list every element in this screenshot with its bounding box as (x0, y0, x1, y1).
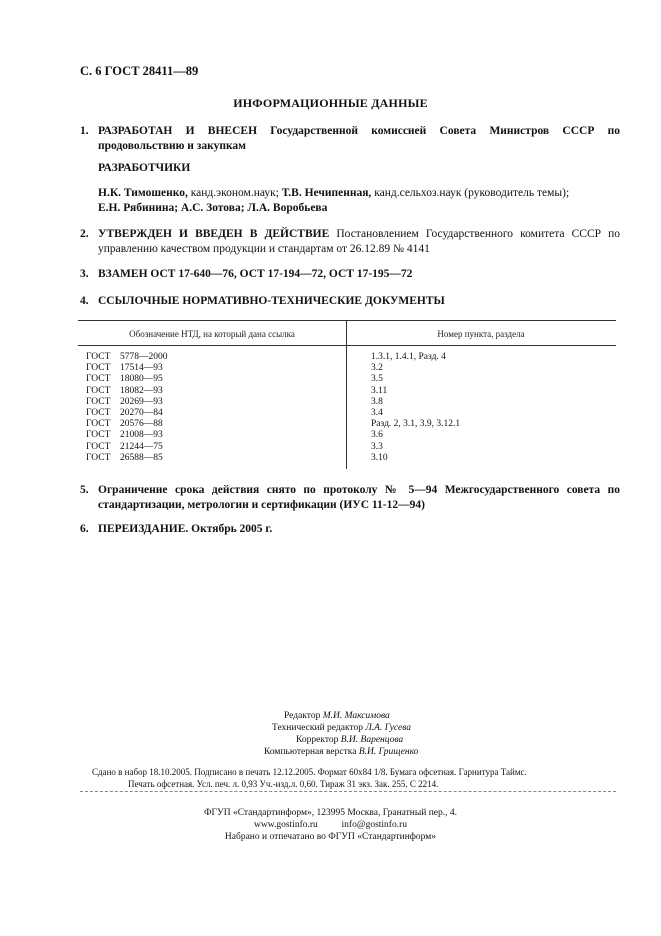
table-row-clause: 3.8 (371, 396, 383, 407)
section-6-number: 6. (80, 523, 89, 535)
section-5-number: 5. (80, 484, 89, 496)
table-header-divider (78, 345, 616, 346)
developers-list (98, 186, 620, 216)
section-2-number: 2. (80, 228, 89, 240)
print-details-line-1: Сдано в набор 18.10.2005. Подписано в печать 12.12.2005. Формат 60x84 1/8. Бумага офсетная. Гарнитура Таймс. (92, 767, 527, 777)
table-row-document (86, 363, 168, 374)
section-3 (80, 267, 620, 282)
section-3-number: 3. (80, 268, 89, 280)
table-row-clause: Разд. 2, 3.1, 3.9, 3.12.1 (371, 419, 461, 430)
colophon-corrector (296, 735, 403, 745)
gost-label: ГОСТ (86, 407, 111, 418)
gost-label: ГОСТ (86, 363, 111, 374)
gost-label: ГОСТ (86, 441, 111, 452)
publisher-printed: Набрано и отпечатано во ФГУП «Стандартинформ» (224, 832, 437, 842)
section-1-text: РАЗРАБОТАН И ВНЕСЕН Государственной комиссией Совета Министров СССР по продовольствию и закупкам (98, 125, 620, 152)
tech-editor-name: Л.А. Гусева (365, 723, 412, 733)
gost-label: ГОСТ (86, 452, 111, 463)
gost-label: ГОСТ (86, 374, 111, 385)
section-4-number: 4. (80, 295, 89, 307)
developers-others: Е.Н. Рябинина; А.С. Зотова; Л.А. Воробьева (98, 202, 328, 214)
table-row-document (86, 397, 168, 408)
gost-label: ГОСТ (86, 385, 111, 396)
section-6 (80, 522, 620, 537)
section-1 (80, 124, 620, 154)
page-header: С. 6 ГОСТ 28411—89 (80, 64, 199, 78)
gost-label: ГОСТ (86, 396, 111, 407)
gost-number: 5778—2000 (120, 352, 168, 362)
gost-number: 20576—88 (120, 419, 163, 430)
section-5 (80, 483, 620, 513)
table-header-document: Обозначение НТД, на который дана ссылка (129, 329, 295, 339)
developer-2-name: Т.В. Нечипенная, (281, 187, 372, 199)
separator-line (80, 791, 616, 792)
section-5-text: Ограничение срока действия снято по протоколу № 5—94 Межгосударственного совета по стандартизации, метрологии и сертификации (ИУС 11-12—94) (98, 484, 620, 511)
developers-heading: РАЗРАБОТЧИКИ (98, 162, 191, 174)
corrector-name: В.И. Варенцова (340, 735, 404, 745)
print-details-line-2: Печать офсетная. Усл. печ. л. 0,93 Уч.-изд.л. 0,60. Тираж 31 экз. Зак. 255. С 2214. (128, 779, 439, 789)
document-title: ИНФОРМАЦИОННЫЕ ДАННЫЕ (233, 96, 428, 110)
table-clauses-column (371, 352, 460, 464)
table-row-document (86, 419, 168, 430)
tech-editor-label: Технический редактор (272, 723, 366, 733)
table-row-document (86, 453, 168, 464)
table-row-clause: 3.10 (371, 452, 388, 463)
section-4-text: ССЫЛОЧНЫЕ НОРМАТИВНО-ТЕХНИЧЕСКИЕ ДОКУМЕНТЫ (98, 295, 445, 307)
section-4 (80, 294, 620, 309)
table-row-clause: 3.2 (371, 363, 383, 374)
table-row-document (86, 374, 168, 385)
table-row-clause: 1.3.1, 1.4.1, Разд. 4 (371, 352, 446, 362)
table-row-clause: 3.3 (371, 441, 383, 452)
corrector-label: Корректор (296, 735, 341, 745)
publisher-web: www.gostinfo.ru info@gostinfo.ru (254, 820, 407, 830)
section-2 (80, 227, 620, 257)
references-table (78, 320, 616, 469)
section-1-number: 1. (80, 125, 89, 137)
colophon-layout (264, 747, 418, 757)
gost-number: 26588—85 (120, 452, 163, 463)
developer-1-name: Н.К. Тимошенко, (98, 187, 188, 199)
publisher-address: ФГУП «Стандартинформ», 123995 Москва, Гранатный пер., 4. (203, 808, 458, 818)
table-row-clause: 3.6 (371, 430, 383, 441)
table-row-document (86, 352, 168, 363)
table-row-document (86, 442, 168, 453)
table-column-divider (346, 321, 347, 469)
section-2-bold: УТВЕРЖДЕН И ВВЕДЕН В ДЕЙСТВИЕ (98, 228, 330, 240)
developer-2-degree: канд.сельхоз.наук (руководитель темы); (371, 187, 570, 199)
developer-1-degree: канд.эконом.наук; (187, 187, 282, 199)
layout-label: Компьютерная верстка (264, 747, 359, 757)
gost-number: 18080—95 (120, 374, 163, 385)
editor-label: Редактор (284, 711, 323, 721)
gost-number: 20270—84 (120, 407, 163, 418)
gost-number: 17514—93 (120, 363, 163, 374)
table-row-clause: 3.5 (371, 374, 383, 385)
gost-number: 21008—93 (120, 430, 163, 441)
colophon-editor (284, 711, 390, 721)
table-row-clause: 3.11 (371, 385, 388, 396)
table-row-document (86, 386, 168, 397)
gost-label: ГОСТ (86, 430, 111, 441)
gost-number: 20269—93 (120, 396, 163, 407)
section-6-text: ПЕРЕИЗДАНИЕ. Октябрь 2005 г. (98, 523, 273, 535)
section-2-text: Постановлением Государственного комитета СССР по управлению качеством продукции и стандартам от 26.12.89 № 4141 (98, 228, 620, 255)
table-documents-column (86, 352, 168, 464)
editor-name: М.И. Максимова (322, 711, 390, 721)
table-header-clause: Номер пункта, раздела (437, 329, 525, 339)
table-row-document (86, 430, 168, 441)
colophon-tech-editor (272, 723, 411, 733)
gost-label: ГОСТ (86, 352, 111, 362)
table-row-document (86, 408, 168, 419)
gost-label: ГОСТ (86, 419, 111, 430)
table-row-clause: 3.4 (371, 407, 383, 418)
gost-number: 18082—93 (120, 385, 163, 396)
gost-number: 21244—75 (120, 441, 163, 452)
layout-name: В.И. Грищенко (358, 747, 419, 757)
section-3-text: ВЗАМЕН ОСТ 17-640—76, ОСТ 17-194—72, ОСТ 17-195—72 (98, 268, 413, 280)
